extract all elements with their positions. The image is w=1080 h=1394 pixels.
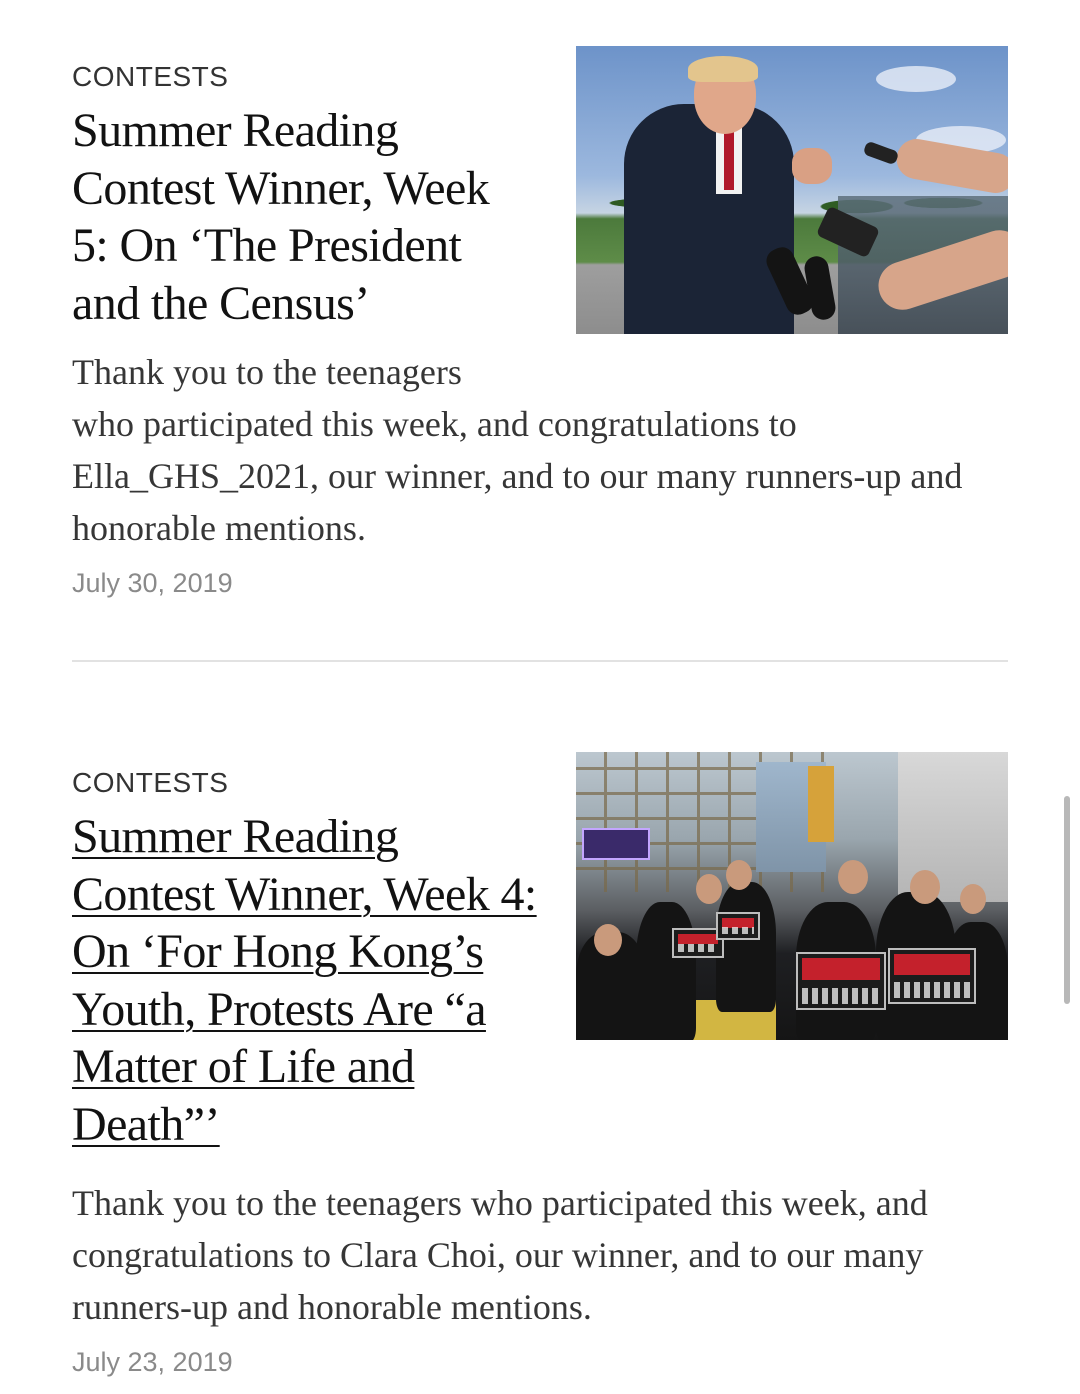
neon-sign [582, 828, 650, 860]
cloud-shape [876, 66, 956, 92]
protest-placard [716, 912, 760, 940]
article-summary-line1: Thank you to the teenagers [72, 352, 462, 392]
article-summary: who participated this week, and congratulations to Ella_GHS_2021, our winner, and to our many runners-up and honorable mentions. [72, 404, 963, 548]
protester-face [838, 860, 868, 894]
protest-placard [888, 948, 976, 1004]
article-kicker[interactable]: CONTESTS [72, 61, 229, 92]
article-thumbnail-president[interactable] [576, 46, 1008, 334]
person-hair [688, 56, 758, 82]
article-summary: Thank you to the teenagers who participated this week, and congratulations to Clara Choi, our winner, and to our many runners-up and honorable mentions. [72, 1183, 928, 1327]
protester [636, 902, 696, 1040]
article-thumbnail-hong-kong-protest[interactable] [576, 752, 1008, 1040]
person-suit [624, 104, 794, 334]
protest-placard [796, 952, 886, 1010]
microphone [803, 254, 838, 321]
street-sign [808, 766, 834, 842]
article-divider [72, 660, 1008, 662]
protester-face [696, 874, 722, 904]
protester [716, 882, 776, 1012]
article-date: July 30, 2019 [72, 568, 233, 598]
article-date: July 23, 2019 [72, 1347, 233, 1377]
protester-face [960, 884, 986, 914]
protester-face [910, 870, 940, 904]
protester-face [594, 924, 622, 956]
protester-face [726, 860, 752, 890]
article-kicker[interactable]: CONTESTS [72, 767, 229, 798]
article-card[interactable] [72, 752, 1008, 1377]
article-headline-link[interactable]: Summer Reading Contest Winner, Week 4: On ‘For Hong Kong’s Youth, Protests Are “a Matter of Life and Death”’ [72, 810, 537, 1151]
person-hand [792, 148, 832, 184]
article-card[interactable] [72, 46, 1008, 598]
person-tie [724, 130, 734, 190]
article-headline[interactable]: Summer Reading Contest Winner, Week 5: On ‘The President and the Census’ [72, 104, 490, 330]
scrollbar-thumb[interactable] [1064, 796, 1070, 1004]
